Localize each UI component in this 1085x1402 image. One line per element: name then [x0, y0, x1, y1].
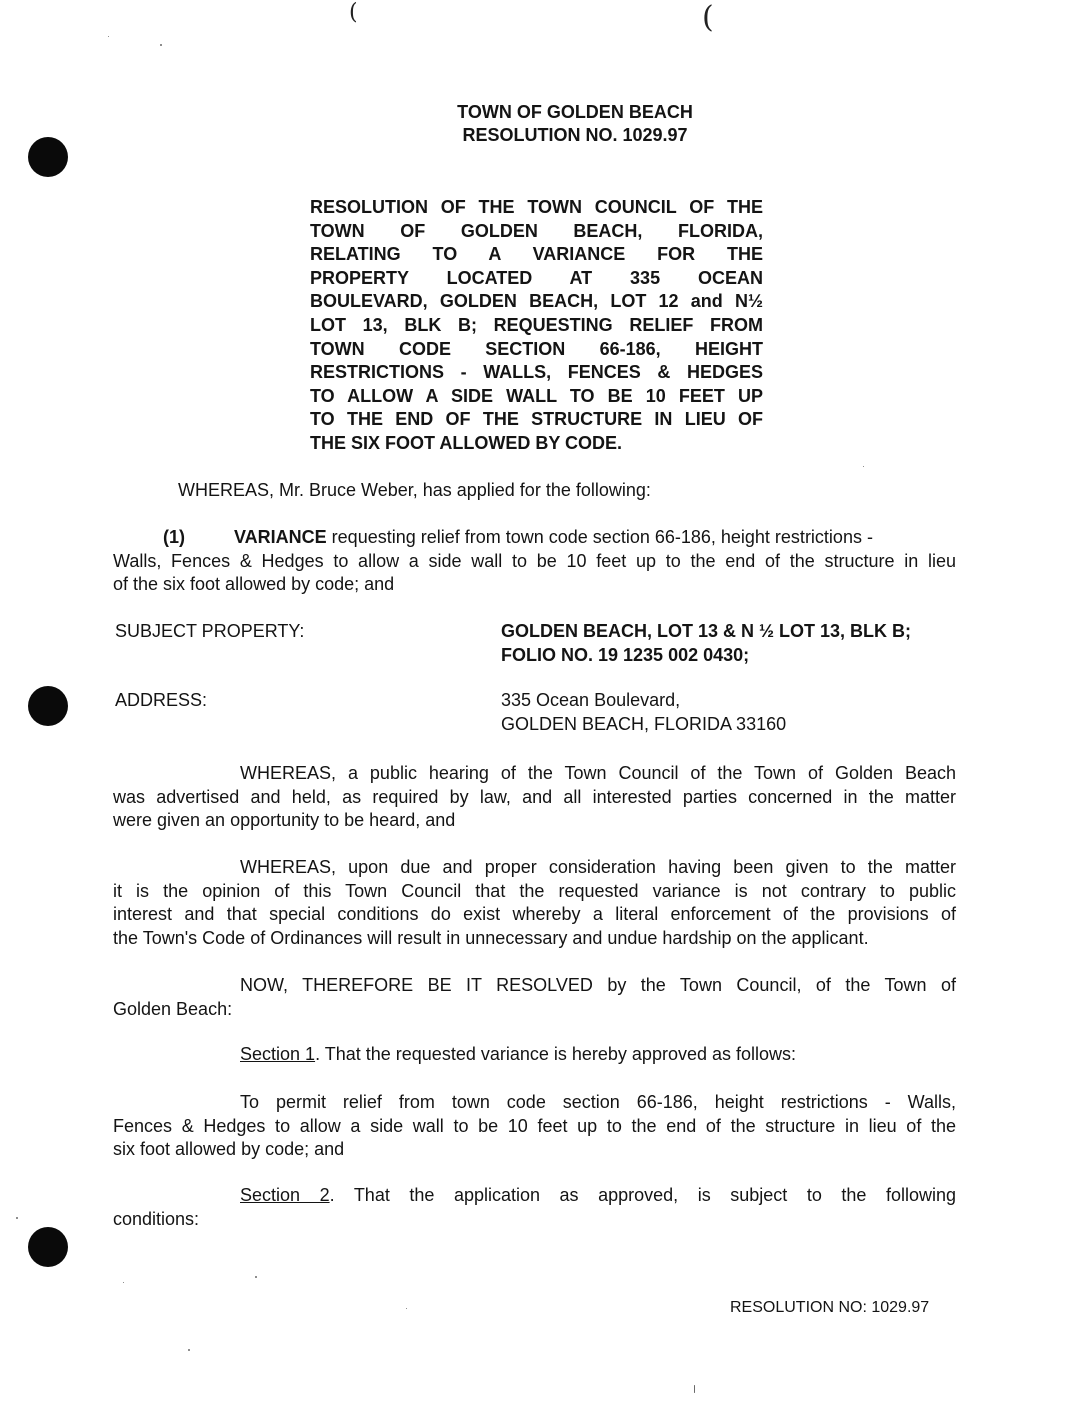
hearing-line: WHEREAS, a public hearing of the Town Council of the Town of Golden Beach	[240, 763, 956, 783]
caption-line: LOT 13, BLK B; REQUESTING RELIEF FROM	[310, 314, 763, 335]
resolved-clause	[113, 974, 956, 1021]
caption-line: BOULEVARD, GOLDEN BEACH, LOT 12 and N½	[310, 291, 763, 312]
consideration-line: it is the opinion of this Town Council that the requested variance is not contrary to public	[113, 880, 956, 901]
caption-line: TO ALLOW A SIDE WALL TO BE 10 FEET UP	[310, 385, 763, 406]
address-city: GOLDEN BEACH, FLORIDA 33160	[501, 713, 787, 734]
section-1-heading: Section 1	[240, 1044, 316, 1064]
caption-line: RELATING TO A VARIANCE FOR THE	[310, 244, 763, 265]
section-2-text: . That the application as approved, is subject to the following	[329, 1185, 956, 1205]
scan-speck	[108, 36, 109, 37]
resolution-caption	[310, 196, 763, 456]
title-resolution-number: RESOLUTION NO. 1029.97	[462, 125, 688, 145]
whereas-applicant	[178, 479, 878, 503]
section-1-text: . That the requested variance is hereby approved as follows:	[315, 1044, 797, 1064]
subject-property-line-1: GOLDEN BEACH, LOT 13 & N ½ LOT 13, BLK B;	[501, 621, 912, 641]
consideration-line: the Town's Code of Ordinances will result in unnecessary and undue hardship on the applicant.	[113, 927, 869, 948]
section-2-line	[113, 1184, 956, 1208]
section-2	[113, 1184, 956, 1231]
caption-line: TO THE END OF THE STRUCTURE IN LIEU OF	[310, 409, 763, 430]
folio-number: FOLIO NO. 19 1235 002 0430;	[501, 644, 750, 665]
caption-line: RESTRICTIONS - WALLS, FENCES & HEDGES	[310, 362, 763, 383]
address-label: ADDRESS:	[115, 690, 208, 710]
section-1-line	[113, 1043, 956, 1067]
section-2-heading: Section 2	[240, 1185, 330, 1205]
scan-speck	[255, 1276, 257, 1278]
scan-speck	[123, 1282, 124, 1283]
scan-speck	[160, 44, 162, 46]
caption-line: TOWN OF GOLDEN BEACH, FLORIDA,	[310, 220, 763, 241]
caption-line: PROPERTY LOCATED AT 335 OCEAN	[310, 267, 763, 288]
whereas-consideration	[113, 856, 956, 950]
permit-line: Fences & Hedges to allow a side wall to be 10 feet up to the end of the structure in lieu of the	[113, 1115, 956, 1136]
footer-resolution-number: RESOLUTION NO: 1029.97	[730, 1299, 930, 1316]
section-2-line-2: conditions:	[113, 1208, 200, 1229]
caption-line: RESOLUTION OF THE TOWN COUNCIL OF THE	[310, 197, 763, 217]
item-number: (1)	[163, 527, 185, 547]
title-town: TOWN OF GOLDEN BEACH	[457, 102, 693, 122]
permit-line: To permit relief from town code section 66-186, height restrictions - Walls,	[240, 1092, 956, 1112]
hearing-line: were given an opportunity to be heard, and	[113, 810, 456, 830]
punch-hole-middle	[28, 686, 68, 726]
variance-line-3: of the six foot allowed by code; and	[113, 574, 395, 594]
consideration-line: WHEREAS, upon due and proper consideration having been given to the matter	[240, 857, 956, 877]
variance-line-1	[113, 526, 956, 550]
scan-speck	[406, 1308, 407, 1309]
variance-line-2: Walls, Fences & Hedges to allow a side wall to be 10 feet up to the end of the structure in lieu	[113, 550, 956, 571]
variance-line-1-text: requesting relief from town code section 66-186, height restrictions -	[326, 527, 873, 547]
whereas-applicant-text: WHEREAS, Mr. Bruce Weber, has applied for the following:	[178, 480, 651, 500]
document-title	[0, 101, 1085, 147]
resolved-line: Golden Beach:	[113, 998, 233, 1019]
section-1	[113, 1043, 956, 1067]
scan-speck	[188, 1349, 190, 1351]
whereas-hearing	[113, 762, 956, 833]
resolved-line: NOW, THEREFORE BE IT RESOLVED by the Town Council, of the Town of	[240, 975, 956, 995]
scan-speck	[694, 1385, 695, 1393]
variance-keyword: VARIANCE	[234, 527, 327, 547]
scan-speck	[16, 1217, 18, 1219]
caption-line: THE SIX FOOT ALLOWED BY CODE.	[310, 432, 623, 453]
permit-line: six foot allowed by code; and	[113, 1139, 345, 1159]
scan-mark-right: (	[702, 0, 714, 35]
permit-paragraph	[113, 1091, 956, 1162]
scan-mark-left: (	[349, 0, 358, 25]
caption-line: TOWN CODE SECTION 66-186, HEIGHT	[310, 338, 763, 359]
address-value	[501, 689, 786, 736]
subject-property-label: SUBJECT PROPERTY:	[115, 621, 305, 641]
punch-hole-bottom	[28, 1227, 68, 1267]
scan-speck	[863, 466, 864, 467]
subject-property-value	[501, 620, 911, 667]
address-street: 335 Ocean Boulevard,	[501, 690, 681, 710]
hearing-line: was advertised and held, as required by law, and all interested parties concerned in the matter	[113, 786, 956, 807]
variance-item	[113, 526, 956, 597]
consideration-line: interest and that special conditions do exist whereby a literal enforcement of the provisions of	[113, 904, 956, 924]
